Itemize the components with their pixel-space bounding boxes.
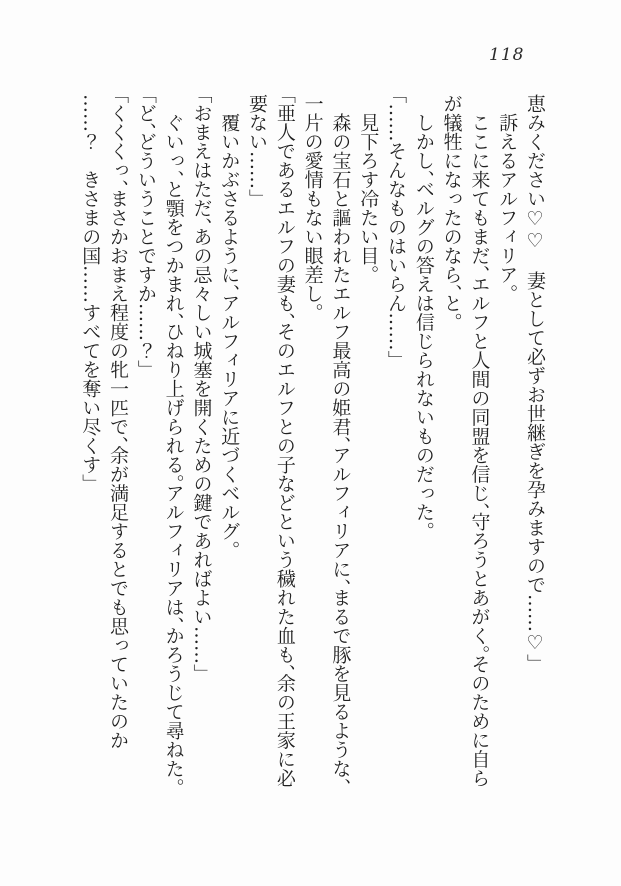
text-line: 覆いかぶさるように、アルフィリアに近づくベルグ。 <box>218 94 241 550</box>
text-line: 恵みください♡♡ 妻として必ずお世継ぎを孕みますので……♡」 <box>524 94 546 664</box>
text-line: 訴えるアルフィリア。 <box>496 94 519 294</box>
text-line: しかし、ベルグの答えは信じられないものだった。 <box>412 94 435 531</box>
text-line: が犠牲になったのなら、と。 <box>440 94 463 322</box>
text-line: 森の宝石と謳われたエルフ最高の姫君、アルフィリアに、まるで豚を見るような、 <box>329 94 352 788</box>
text-line: 「くくくっ、まさかおまえ程度の牝一匹で、余が満足するとでも思っていたのか <box>107 94 130 750</box>
vertical-text-block <box>75 94 548 854</box>
text-line: 「ど、どういうことですか……？」 <box>134 94 157 370</box>
text-line: 「亜人であるエルフの妻も、そのエルフとの子などという穢れた血も、余の王家に必 <box>273 94 296 788</box>
text-line: 一片の愛情もない眼差し。 <box>301 94 324 313</box>
text-line: ここに来てもまだ、エルフと人間の同盟を信じ、守ろうとあがく。そのために自ら <box>468 94 491 788</box>
text-line: 「おまえはただ、あの忌々しい城塞を開くための鍵であればよい……」 <box>190 94 213 674</box>
text-line: 「……そんなものはいらん……」 <box>385 94 408 360</box>
text-line: 要ない……」 <box>246 94 269 199</box>
text-line: ……？ きさまの国……すべてを奪い尽くす」 <box>79 94 102 484</box>
text-line: ぐいっ、と顎をつかまれ、ひねり上げられる。アルフィリアは、かろうじて尋ねた。 <box>162 94 185 788</box>
page-number: 118 <box>489 45 525 65</box>
text-line: 見下ろす冷たい目。 <box>357 94 380 275</box>
